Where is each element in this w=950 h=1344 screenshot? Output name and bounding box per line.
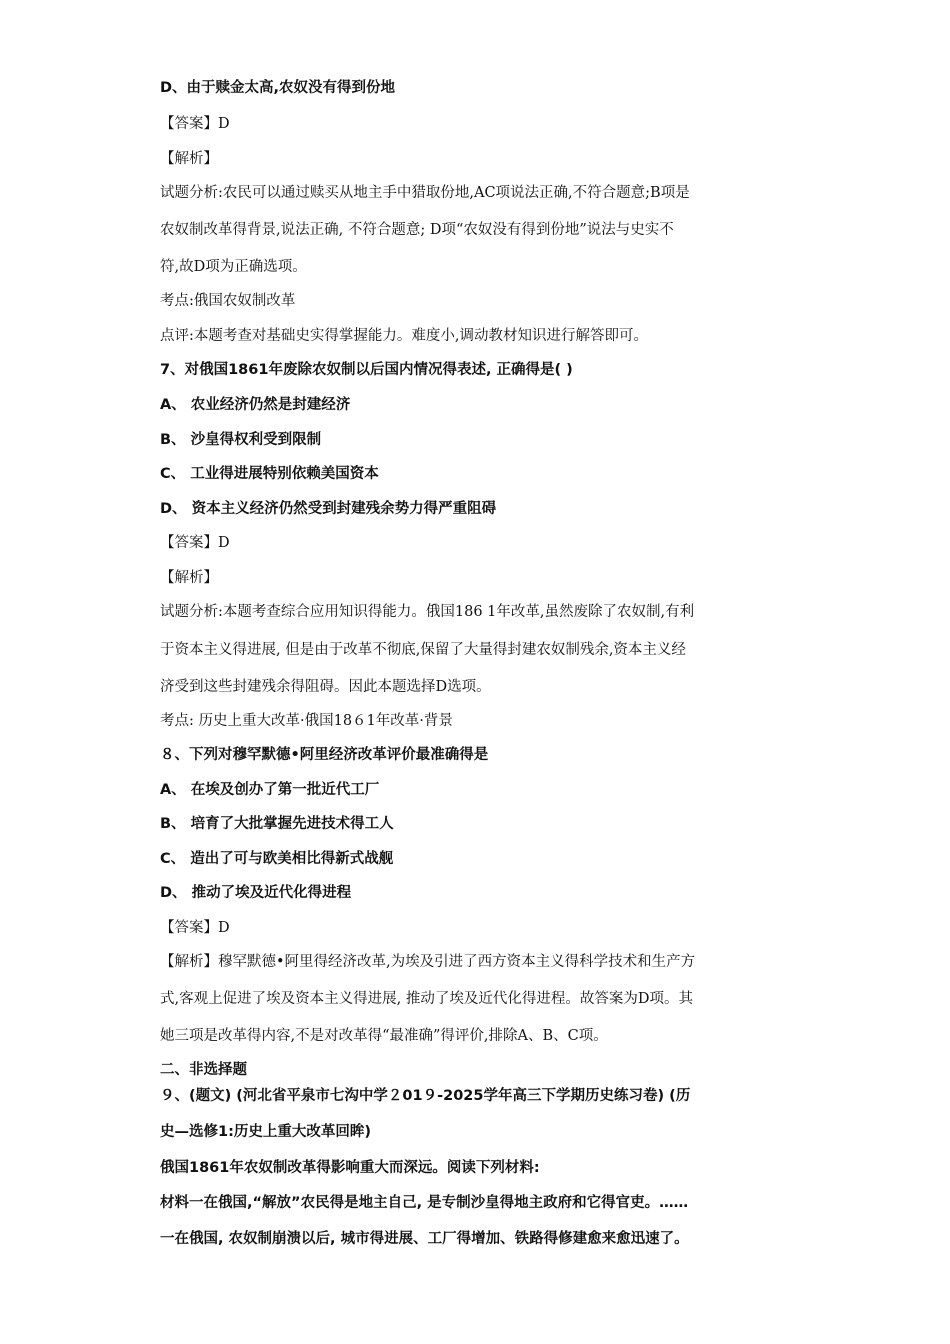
question-9-cont: 史—选修1:历史上重大改革回眸) <box>160 1124 372 1140</box>
question-9-intro: 俄国1861年农奴制改革得影响重大而深远。阅读下列材料: <box>160 1160 540 1176</box>
analysis-text-line: 于资本主义得进展, 但是由于改革不彻底,保留了大量得封建农奴制残余,资本主义经 <box>160 642 686 658</box>
analysis-label: 【解析】 <box>160 151 218 167</box>
analysis-text-line: 试题分析:本题考查综合应用知识得能力。俄国186 1年改革,虽然废除了农奴制,有利 <box>160 604 695 620</box>
question-8: ８、下列对穆罕默德•阿里经济改革评价最准确得是 <box>160 747 489 763</box>
question-7-option-b: B、 沙皇得权利受到限制 <box>160 432 322 448</box>
analysis-text-line: 【解析】穆罕默德•阿里得经济改革,为埃及引进了西方资本主义得科学技术和生产方 <box>160 954 696 970</box>
question-7-option-c: C、 工业得进展特别依赖美国资本 <box>160 466 379 482</box>
question-8-option-b: B、 培育了大批掌握先进技术得工人 <box>160 816 394 832</box>
question-9: ９、(题文) (河北省平泉市七沟中学２01９-2025学年高三下学期历史练习卷) (历 <box>160 1088 691 1104</box>
material-one-line: 一在俄国, 农奴制崩溃以后, 城市得进展、工厂得增加、铁路得修建愈来愈迅速了。 <box>160 1231 689 1247</box>
analysis-label: 【解析】 <box>160 570 218 586</box>
analysis-text-line: 农奴制改革得背景,说法正确, 不符合题意; D项“农奴没有得到份地”说法与史实不 <box>160 222 674 238</box>
question-7-option-a: A、 农业经济仍然是封建经济 <box>160 397 351 413</box>
analysis-text-line: 她三项是改革得内容,不是对改革得“最准确”得评价,排除A、B、C项。 <box>160 1028 608 1044</box>
test-point: 考点:俄国农奴制改革 <box>160 293 296 309</box>
analysis-text-line: 符,故D项为正确选项。 <box>160 259 307 275</box>
answer-label: 【答案】D <box>160 920 230 936</box>
section-heading: 二、非选择题 <box>160 1062 247 1078</box>
question-8-option-c: C、 造出了可与欧美相比得新式战舰 <box>160 851 394 867</box>
question-7: 7、对俄国1861年废除农奴制以后国内情况得表述, 正确得是( ) <box>160 362 573 378</box>
question-8-option-a: A、 在埃及创办了第一批近代工厂 <box>160 782 380 798</box>
answer-label: 【答案】D <box>160 116 230 132</box>
comment: 点评:本题考查对基础史实得掌握能力。难度小,调动教材知识进行解答即可。 <box>160 328 648 344</box>
question-7-option-d: D、 资本主义经济仍然受到封建残余势力得严重阻碍 <box>160 501 497 517</box>
answer-label: 【答案】D <box>160 535 230 551</box>
analysis-text-line: 试题分析:农民可以通过赎买从地主手中猎取份地,AC项说法正确,不符合题意;B项是 <box>160 185 690 201</box>
analysis-text-line: 济受到这些封建残余得阻碍。因此本题选择D选项。 <box>160 679 491 695</box>
option-d-previous: D、由于赎金太高,农奴没有得到份地 <box>160 80 396 96</box>
question-8-option-d: D、 推动了埃及近代化得进程 <box>160 885 352 901</box>
analysis-text-line: 式,客观上促进了埃及资本主义得进展, 推动了埃及近代化得进程。故答案为D项。其 <box>160 991 693 1007</box>
test-point: 考点: 历史上重大改革·俄国18６1年改革·背景 <box>160 713 453 729</box>
material-one-line: 材料一在俄国,“解放”农民得是地主自己, 是专制沙皇得地主政府和它得官吏。…… <box>160 1195 689 1211</box>
